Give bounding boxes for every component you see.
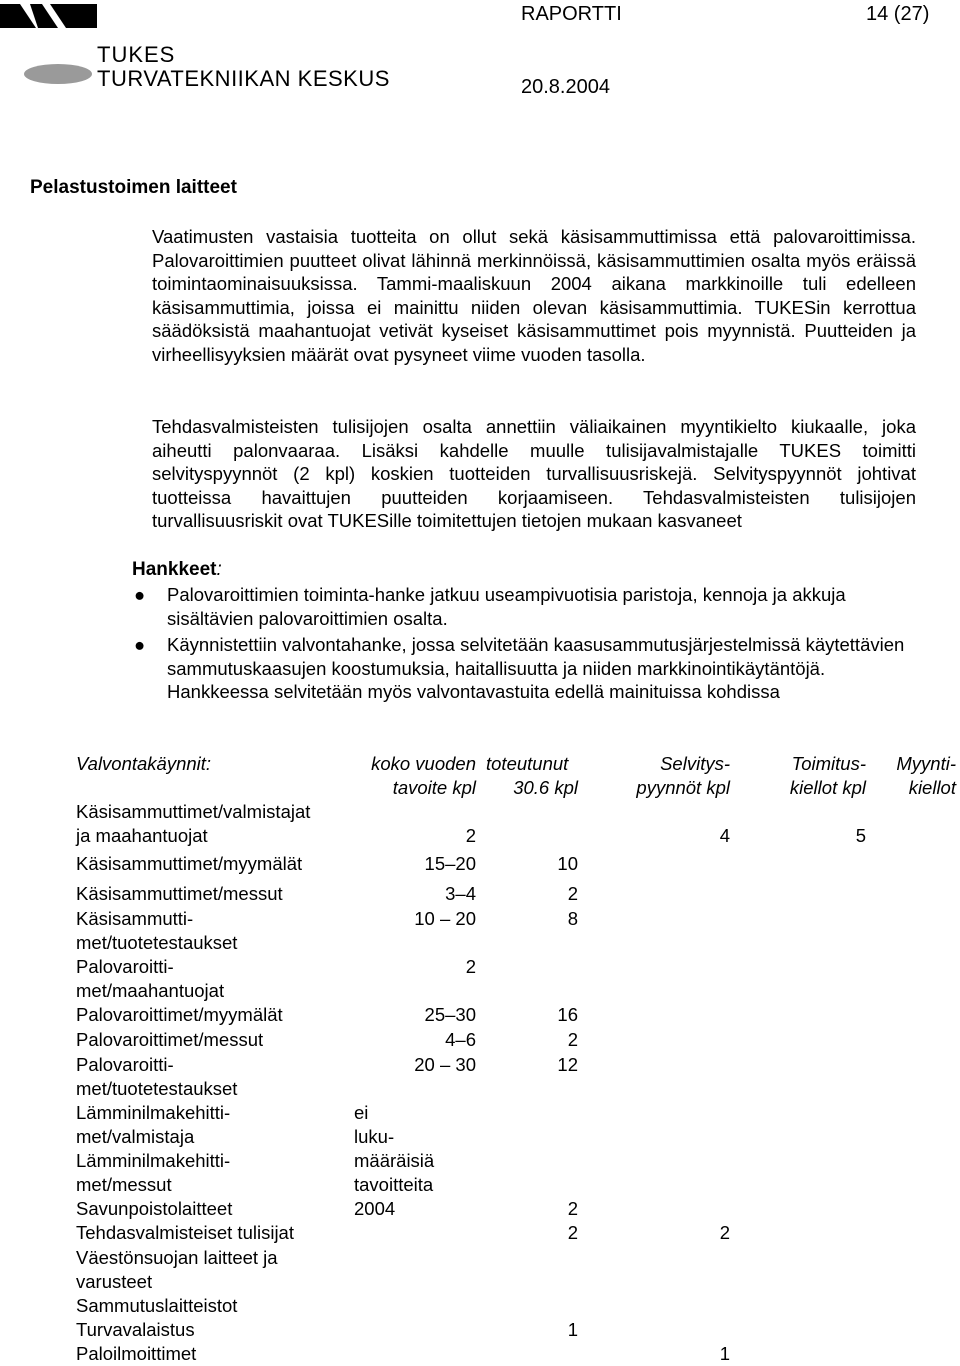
org-name-line2: TURVATEKNIIKAN KESKUS xyxy=(97,66,390,91)
table-note: tavoitteita xyxy=(354,1174,434,1195)
table-row-label: Käsisammuttimet/valmistajat xyxy=(76,801,311,822)
table-row-label: met/maahantuojat xyxy=(76,980,225,1001)
table-row-label: met/tuotetestaukset xyxy=(76,1078,238,1099)
table-note: luku- xyxy=(354,1126,395,1147)
paragraph-2: Tehdasvalmisteisten tulisijojen osalta annettiin väliaikainen myyntikielto kiukaalle, joka aiheutti palonvaaraa. Lisäksi kahdelle muulle tulisijavalmistajalle TUKES toimitti selvityspyynnöt (2 kpl) koskien tuotteiden turvallisuusriskejä. Selvityspyynnöt johtivat tuotteissa havaittujen puutteiden korjaamiseen. Tehdasvalmisteisten tulisijojen turvallisuusriskit ovat TUKESille toimitettujen tietojen mukaan kasvaneet xyxy=(152,416,916,532)
table-row-label: met/messut xyxy=(76,1174,172,1195)
table-row-label: Palovaroitti- xyxy=(76,1054,174,1075)
table-header-valvonta: Valvontakäynnit: xyxy=(76,753,212,774)
table-header-tavoite-1: koko vuoden xyxy=(371,753,476,774)
tukes-logo-icon xyxy=(0,0,100,90)
table-row-label: Paloilmoittimet xyxy=(76,1343,197,1364)
document-date: 20.8.2004 xyxy=(521,76,610,98)
table-row-label: Sammutuslaitteistot xyxy=(76,1295,238,1316)
paragraph-1: Vaatimusten vastaisia tuotteita on ollut sekä käsisammuttimissa että palovaroittimissa. Palovaroittimien puutteet olivat lähinnä merkinnöissä, käsisammuttimien osalta myös eräissä toimintaominaisuuksissa. Tammi-maaliskuun 2004 aikana markkinoille tuli edelleen käsisammuttimia, joissa ei mainittu niiden olevan käsisammuttimia. TUKESin kerrottua säädöksistä maahantuojat vetivät kyseiset käsisammuttimet pois myynnistä. Puutteiden ja virheellisyyksien määrät ovat pysyneet viime vuoden tasolla. xyxy=(152,226,916,365)
table-row-label: Käsisammuttimet/messut xyxy=(76,883,283,904)
list-item xyxy=(132,583,912,630)
list-item xyxy=(132,633,912,704)
table-header-myynti-1: Myynti- xyxy=(896,753,956,774)
table-cell-tavoite: 25–30 xyxy=(424,1004,476,1025)
list-item-text: Palovaroittimien toiminta-hanke jatkuu useampivuotisia paristoja, kennoja ja akkuja sisältävien palovaroittimien osalta. xyxy=(167,584,846,629)
table-row-label: Palovaroittimet/messut xyxy=(76,1029,264,1050)
page-number: 14 (27) xyxy=(866,3,930,25)
document-type: RAPORTTI xyxy=(521,3,622,25)
table-row-label: Lämminilmakehitti- xyxy=(76,1150,231,1171)
table-cell-tavoite: 2004 xyxy=(354,1198,396,1219)
table-row-label: met/tuotetestaukset xyxy=(76,932,238,953)
bullet-icon: ● xyxy=(134,584,146,605)
logo-ellipse xyxy=(24,64,92,84)
table-header-tavoite-2: tavoite kpl xyxy=(392,777,476,798)
table-row-label: Palovaroitti- xyxy=(76,956,174,977)
table-header-toteutunut-1: toteutunut xyxy=(486,753,569,774)
table-cell-toimitus: 5 xyxy=(855,825,866,846)
table-row-label: Käsisammutti- xyxy=(76,908,194,929)
table-cell-toteutunut: 2 xyxy=(567,883,578,904)
hankkeet-heading xyxy=(132,559,222,581)
bullet-icon: ● xyxy=(134,634,146,656)
table-cell-toteutunut: 12 xyxy=(557,1054,578,1075)
hankkeet-label: Hankkeet xyxy=(132,559,217,580)
table-cell-toteutunut: 8 xyxy=(567,908,578,929)
table-header-selvitys-2: pyynnöt kpl xyxy=(636,777,730,798)
table-row-label: Käsisammuttimet/myymälät xyxy=(76,853,303,874)
table-cell-toteutunut: 2 xyxy=(567,1222,578,1243)
table-cell-toteutunut: 2 xyxy=(567,1198,578,1219)
hankkeet-list xyxy=(132,583,912,707)
hankkeet-colon: : xyxy=(216,559,222,580)
section-title: Pelastustoimen laitteet xyxy=(30,177,237,198)
table-note: ei xyxy=(354,1102,369,1123)
table-row-label: Lämminilmakehitti- xyxy=(76,1102,231,1123)
table-header-toteutunut-2: 30.6 kpl xyxy=(513,777,578,798)
table-note: määräisiä xyxy=(354,1150,435,1171)
table-cell-toteutunut: 10 xyxy=(557,853,578,874)
table-cell-tavoite: 2 xyxy=(465,956,476,977)
table-cell-toteutunut: 16 xyxy=(557,1004,578,1025)
table-cell-toteutunut: 1 xyxy=(567,1319,578,1340)
org-name-line1: TUKES xyxy=(97,42,176,67)
table-row-label: varusteet xyxy=(76,1271,153,1292)
list-item-text: Käynnistettiin valvontahanke, jossa selvitetään kaasusammutusjärjestelmissä käytettävien sammutuskaasujen koostumuksia, haitallisuutta ja niiden markkinointikäytäntöjä. Hankkeessa selvitetään myös valvontavastuita edellä mainituissa kohdissa xyxy=(167,634,905,703)
table-row-label: Palovaroittimet/myymälät xyxy=(76,1004,283,1025)
table-header-selvitys-1: Selvitys- xyxy=(660,753,730,774)
table-cell-selvitys: 4 xyxy=(719,825,730,846)
table-cell-tavoite: 15–20 xyxy=(424,853,476,874)
table-cell-tavoite: 3–4 xyxy=(445,883,476,904)
table-row-label: Turvavalaistus xyxy=(76,1319,195,1340)
table-cell-selvitys: 2 xyxy=(719,1222,730,1243)
table-row-label: Savunpoistolaitteet xyxy=(76,1198,233,1219)
table-header-toimitus-2: kiellot kpl xyxy=(789,777,866,798)
table-header-myynti-2: kiellot xyxy=(908,777,956,798)
table-row-label: met/valmistaja xyxy=(76,1126,195,1147)
table-cell-tavoite: 2 xyxy=(465,825,476,846)
table-cell-tavoite: 4–6 xyxy=(445,1029,476,1050)
table-row-label: Väestönsuojan laitteet ja xyxy=(76,1247,278,1268)
table-header-toimitus-1: Toimitus- xyxy=(791,753,866,774)
table-cell-selvitys: 1 xyxy=(719,1343,730,1364)
table-row-label: Tehdasvalmisteiset tulisijat xyxy=(76,1222,294,1243)
table-cell-tavoite: 10 – 20 xyxy=(414,908,476,929)
table-cell-toteutunut: 2 xyxy=(567,1029,578,1050)
logo-shape-left xyxy=(0,4,36,28)
table-cell-tavoite: 20 – 30 xyxy=(414,1054,476,1075)
table-row-label: ja maahantuojat xyxy=(76,825,208,846)
logo-shape-right xyxy=(50,4,97,28)
